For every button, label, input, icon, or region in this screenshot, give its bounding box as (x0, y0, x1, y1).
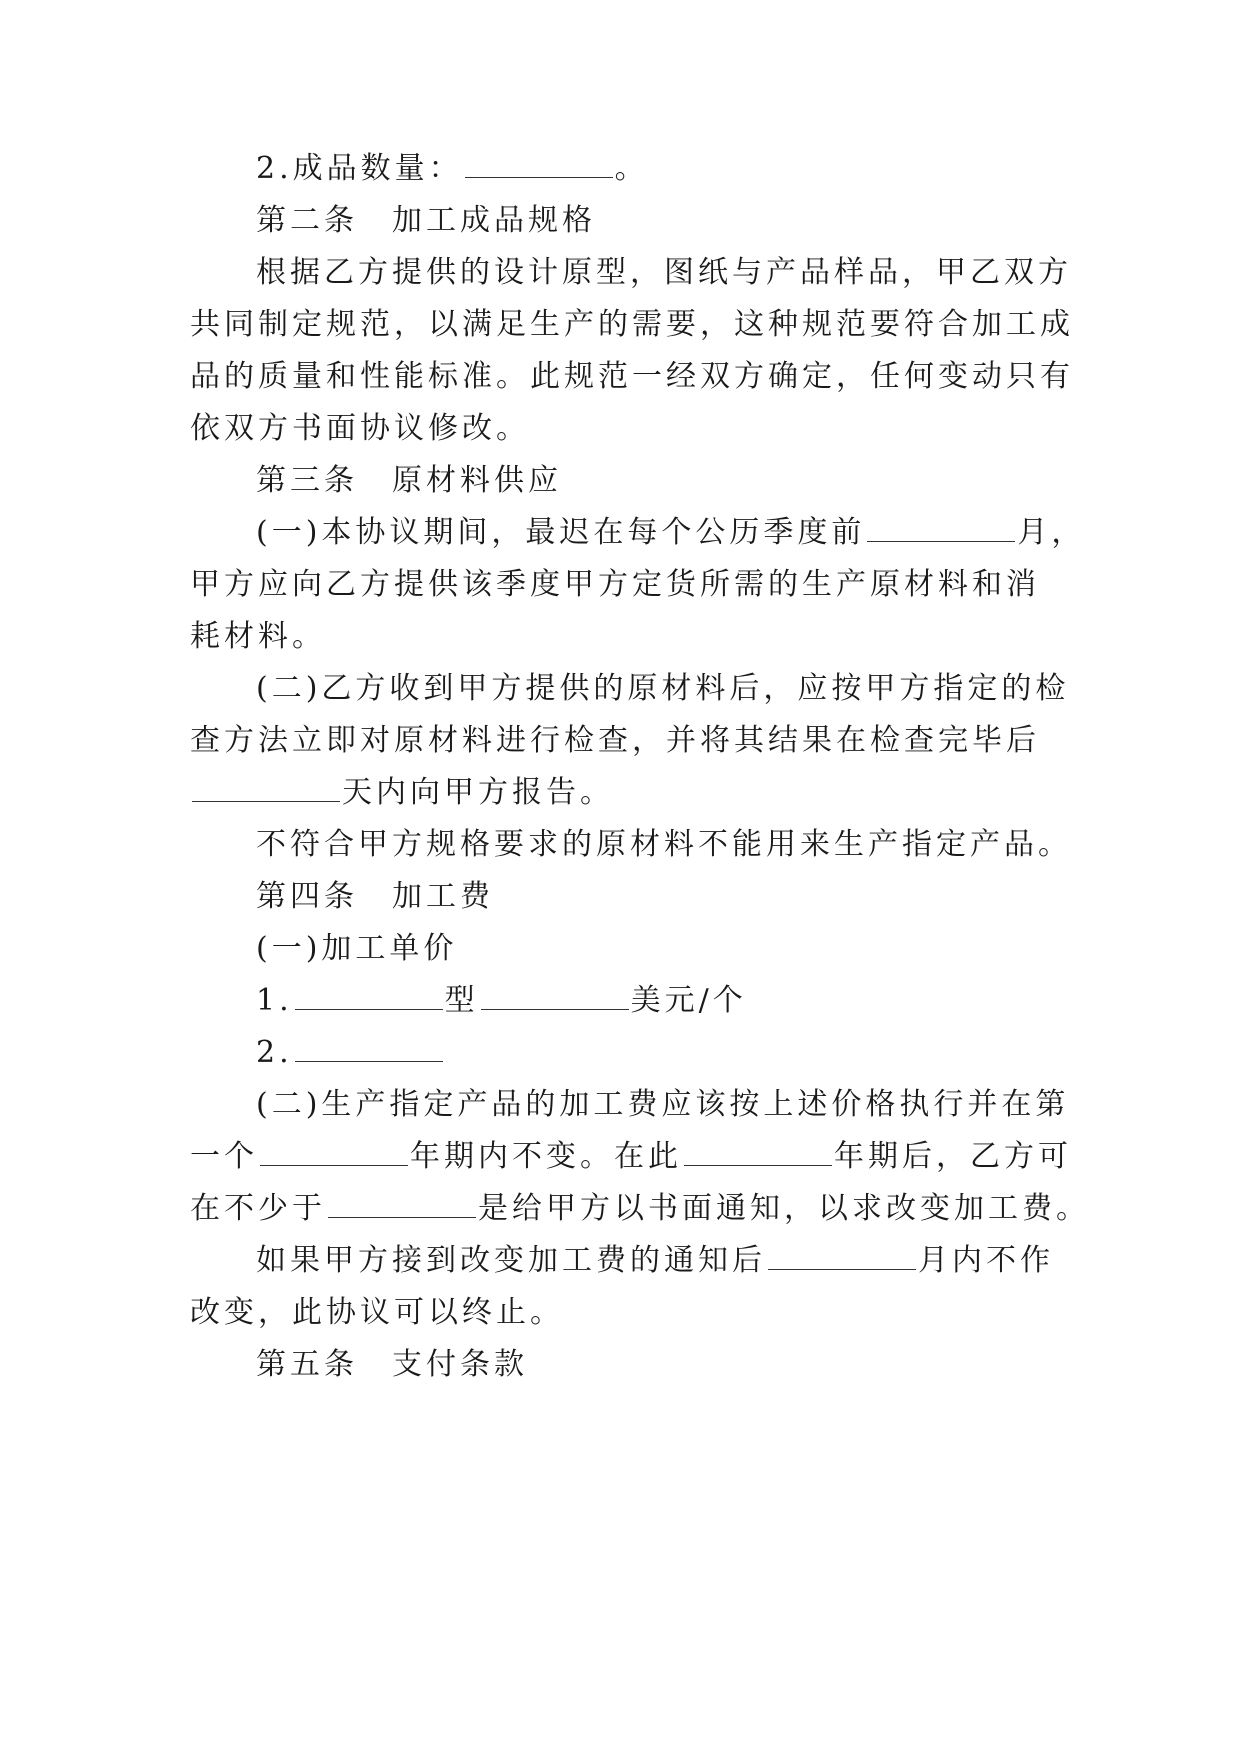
text-run: 如果甲方接到改变加工费的通知后 (256, 1243, 766, 1278)
text-run: 在不少于 (190, 1191, 326, 1226)
text-run: (一)本协议期间，最迟在每个公历季度前 (256, 515, 866, 550)
paragraph-line (256, 1024, 1070, 1082)
article-heading (256, 192, 1070, 250)
text-run: 根据乙方提供的设计原型，图纸与产品样品，甲乙双方 (256, 255, 1072, 290)
paragraph-line (190, 296, 1074, 354)
text-run: (二)乙方收到甲方提供的原材料后，应按甲方指定的检 (256, 671, 1070, 706)
text-run: 改变，此协议可以终止。 (190, 1295, 564, 1330)
paragraph-line (190, 1284, 1070, 1342)
text-run: 月内不作 (918, 1243, 1054, 1278)
text-run: 品的质量和性能标准。此规范一经双方确定，任何变动只有 (190, 359, 1074, 394)
paragraph-line (256, 1076, 1070, 1134)
text-run: 第二条 加工成品规格 (256, 203, 596, 238)
fill-in-blank (328, 1193, 476, 1218)
paragraph-line (190, 556, 1070, 614)
text-run: 2.成品数量： (256, 151, 463, 186)
paragraph-line (190, 1180, 1090, 1238)
text-run: 2. (256, 1035, 293, 1070)
text-run: (一)加工单价 (256, 931, 458, 966)
text-run: 是给甲方以书面通知，以求改变加工费。 (478, 1191, 1090, 1226)
text-run: 。 (614, 151, 649, 186)
text-run: 年期后，乙方可 (834, 1139, 1072, 1174)
text-run: 耗材料。 (190, 619, 326, 654)
article-heading (256, 1336, 1070, 1394)
fill-in-blank (867, 517, 1015, 542)
paragraph-line (256, 660, 1070, 718)
paragraph-line (256, 816, 1070, 874)
text-run: 型 (444, 983, 479, 1018)
text-run: 共同制定规范，以满足生产的需要，这种规范要符合加工成 (190, 307, 1074, 342)
paragraph-line (190, 712, 1070, 770)
article-heading (256, 452, 1070, 510)
paragraph-line (190, 400, 1070, 458)
fill-in-blank (295, 985, 443, 1010)
fill-in-blank (465, 153, 613, 178)
text-run: 第四条 加工费 (256, 879, 494, 914)
text-run: 月， (1017, 515, 1086, 550)
fill-in-blank (684, 1141, 832, 1166)
article-heading (256, 868, 1070, 926)
text-run: 查方法立即对原材料进行检查，并将其结果在检查完毕后 (190, 723, 1040, 758)
fill-in-blank (260, 1141, 408, 1166)
text-run: 不符合甲方规格要求的原材料不能用来生产指定产品。 (256, 827, 1072, 862)
paragraph-line (256, 972, 1070, 1030)
fill-in-blank (295, 1037, 443, 1062)
text-run: 依双方书面协议修改。 (190, 411, 530, 446)
paragraph-line (256, 244, 1070, 302)
line-1 (256, 140, 1070, 198)
fill-in-blank (481, 985, 629, 1010)
paragraph-line (256, 920, 1070, 978)
paragraph-line (190, 348, 1074, 406)
paragraph-line (190, 608, 1070, 666)
paragraph-line (190, 764, 1070, 822)
text-run: 一个 (190, 1139, 258, 1174)
text-run: 美元/个 (630, 983, 747, 1018)
text-run: (二)生产指定产品的加工费应该按上述价格执行并在第 (256, 1087, 1070, 1122)
paragraph-line (256, 504, 1086, 562)
text-run: 1. (256, 983, 293, 1018)
fill-in-blank (768, 1245, 916, 1270)
text-run: 年期内不变。在此 (410, 1139, 682, 1174)
text-run: 第三条 原材料供应 (256, 463, 562, 498)
text-run: 天内向甲方报告。 (342, 775, 614, 810)
text-run: 第五条 支付条款 (256, 1347, 528, 1382)
fill-in-blank (192, 777, 340, 802)
paragraph-line (190, 1128, 1070, 1186)
paragraph-line (256, 1232, 1070, 1290)
text-run: 甲方应向乙方提供该季度甲方定货所需的生产原材料和消 (190, 567, 1040, 602)
